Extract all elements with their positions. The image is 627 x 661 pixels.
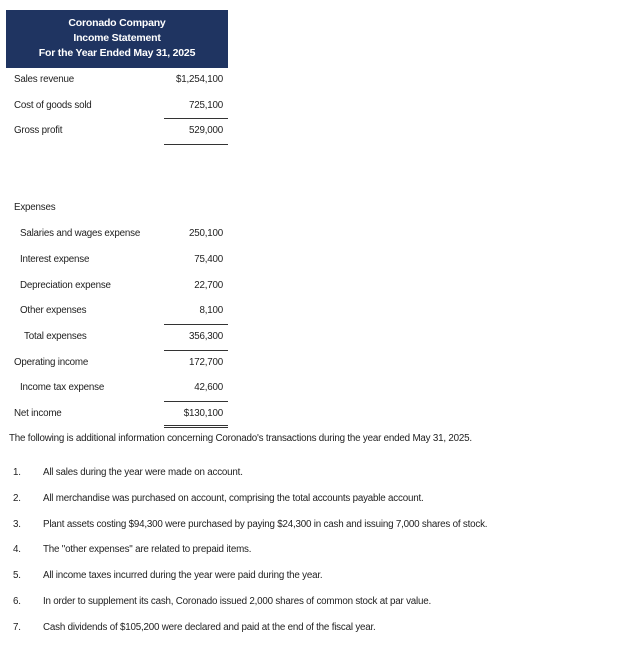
item-number: 3. (13, 518, 21, 530)
row-value: 22,700 (194, 279, 223, 291)
item-number: 6. (13, 595, 21, 607)
item-number: 4. (13, 544, 21, 556)
item-text: Plant assets costing $94,300 were purchased by paying $24,300 in cash and issuing 7,000 shares of stock. (43, 518, 488, 530)
item-number: 7. (13, 621, 21, 633)
row-label: Depreciation expense (20, 279, 111, 291)
row-depreciation (6, 274, 228, 300)
row-value: 250,100 (188, 228, 223, 240)
item-number: 2. (13, 492, 21, 504)
row-salaries (6, 222, 228, 248)
item-text: All sales during the year were made on account. (43, 467, 243, 478)
item-text: In order to supplement its cash, Coronado issued 2,000 shares of common stock at par value. (43, 595, 432, 607)
row-net-income (6, 402, 228, 428)
row-label: Salaries and wages expense (20, 228, 141, 240)
list-item (0, 615, 627, 641)
row-cogs (6, 94, 228, 120)
row-operating-income (6, 351, 228, 377)
statement-period: For the Year Ended May 31, 2025 (38, 47, 196, 59)
list-item (0, 512, 627, 538)
list-item (0, 486, 627, 512)
item-number: 5. (13, 570, 21, 582)
row-other-expenses (6, 299, 228, 325)
row-label: Operating income (14, 356, 89, 368)
row-value: 725,100 (188, 99, 223, 111)
row-total-expenses (6, 325, 228, 351)
row-expenses-heading (6, 196, 228, 222)
row-value: 356,300 (188, 330, 223, 342)
row-label: Cost of goods sold (14, 99, 92, 111)
item-text: All income taxes incurred during the year were paid during the year. (43, 570, 323, 582)
row-value: 75,400 (194, 253, 223, 265)
statement-title: Income Statement (73, 32, 161, 44)
row-label: Net income (14, 407, 62, 419)
row-value: 8,100 (199, 305, 223, 317)
item-number: 1. (13, 467, 21, 478)
item-text: The "other expenses" are related to prepaid items. (43, 544, 252, 556)
row-value: $1,254,100 (175, 74, 223, 85)
list-item (0, 460, 627, 486)
row-label: Expenses (14, 202, 56, 214)
row-value: $130,100 (183, 407, 223, 419)
income-statement (6, 10, 228, 428)
row-interest (6, 248, 228, 274)
item-text: All merchandise was purchased on account, comprising the total accounts payable account. (43, 492, 424, 504)
additional-info-text: The following is additional information concerning Coronado's transactions during the year ended May 31, 2025. (9, 433, 472, 444)
double-underline (164, 425, 228, 428)
row-label: Interest expense (20, 253, 90, 265)
row-blank (6, 145, 228, 171)
row-value: 172,700 (188, 356, 223, 368)
statement-header (6, 10, 228, 68)
row-gross-profit (6, 119, 228, 145)
list-item (0, 537, 627, 563)
row-label: Sales revenue (14, 74, 75, 85)
row-label: Income tax expense (20, 382, 105, 394)
row-income-tax (6, 376, 228, 402)
row-value: 42,600 (194, 382, 223, 394)
row-label: Other expenses (20, 305, 87, 317)
row-value: 529,000 (188, 125, 223, 137)
list-item (0, 563, 627, 589)
row-sales-revenue (6, 68, 228, 94)
row-blank (6, 171, 228, 197)
row-label: Gross profit (14, 125, 63, 137)
company-name: Coronado Company (68, 17, 166, 29)
row-label: Total expenses (24, 330, 87, 342)
transaction-list (0, 460, 627, 641)
list-item (0, 589, 627, 615)
item-text: Cash dividends of $105,200 were declared and paid at the end of the fiscal year. (43, 621, 376, 633)
